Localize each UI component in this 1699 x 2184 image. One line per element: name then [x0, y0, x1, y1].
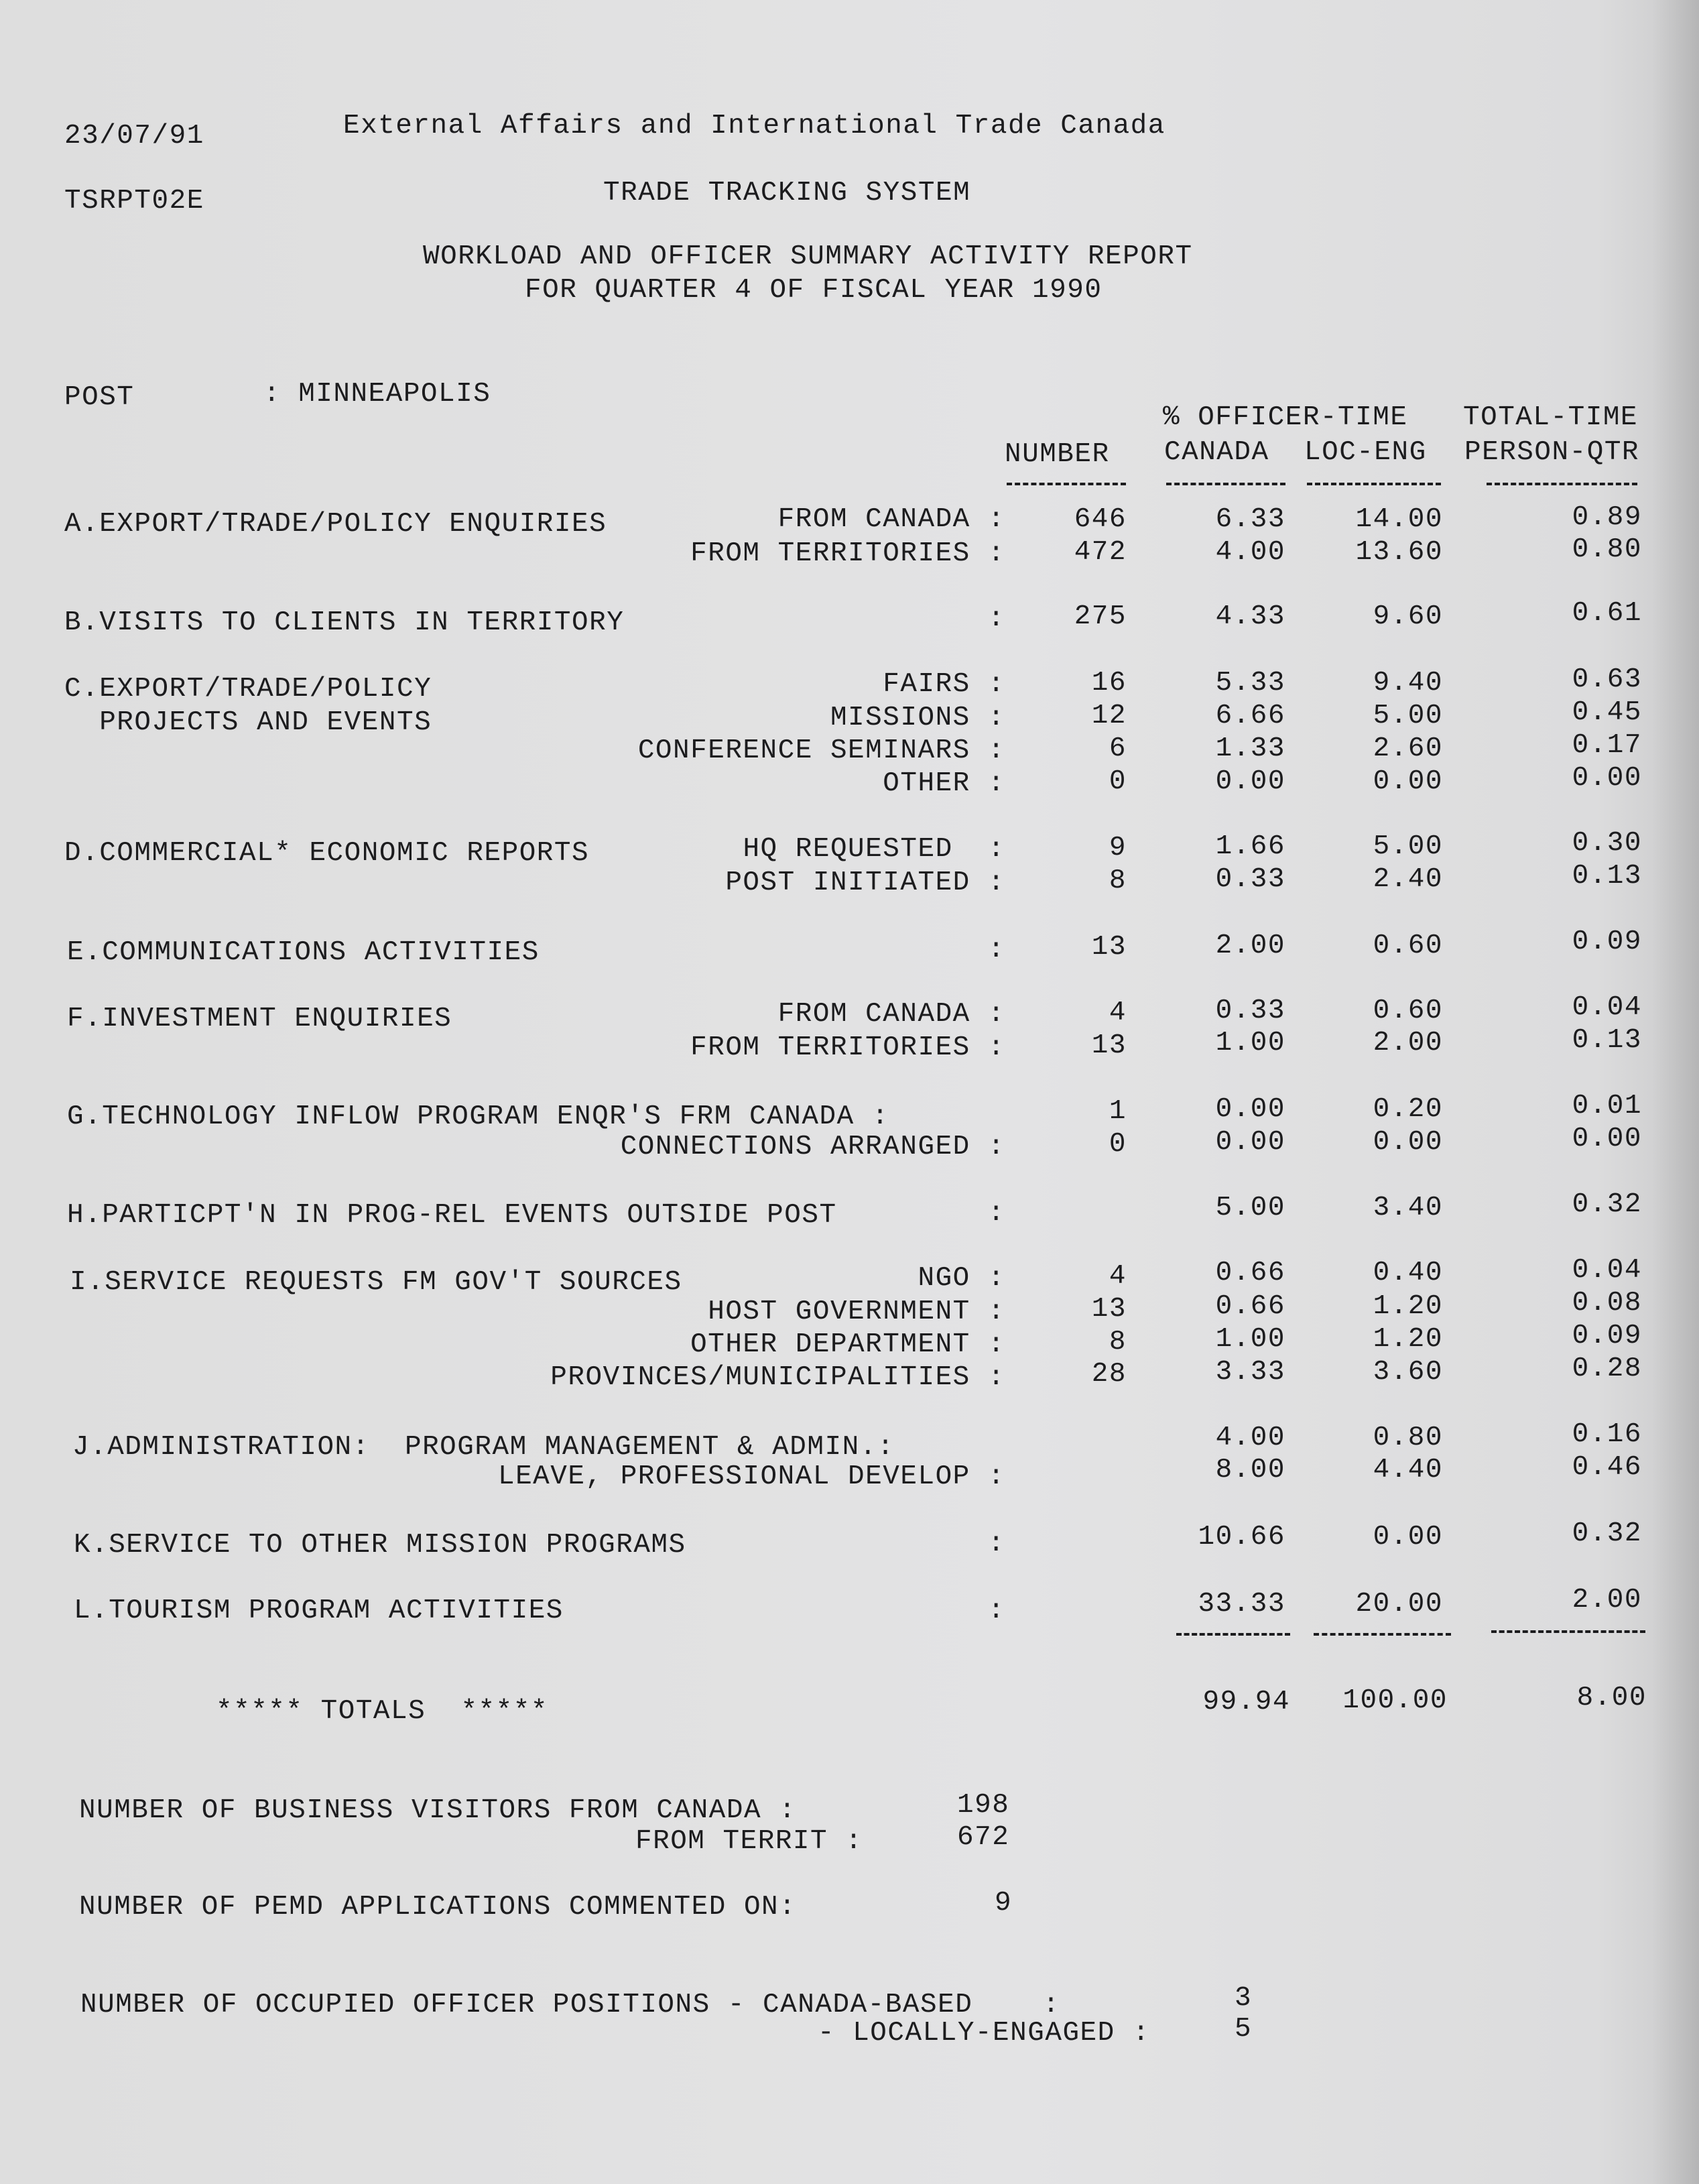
category-label: A.EXPORT/TRADE/POLICY ENQUIRIES — [64, 509, 607, 540]
loc-eng-cell: 0.20 — [1373, 1094, 1443, 1125]
header-underline — [1307, 483, 1441, 485]
subcategory-label: OTHER : — [883, 768, 1005, 799]
person-qtr-cell: 0.80 — [1572, 534, 1642, 565]
column-header-loc-eng: LOC-ENG — [1304, 437, 1427, 468]
canada-cell: 1.33 — [1215, 733, 1285, 764]
loc-eng-cell: 5.00 — [1373, 701, 1443, 731]
business-visitors-canada-value: 198 — [957, 1790, 1010, 1821]
loc-eng-cell: 3.60 — [1373, 1357, 1443, 1388]
person-qtr-cell: 0.46 — [1572, 1452, 1642, 1483]
category-label: B.VISITS TO CLIENTS IN TERRITORY — [64, 607, 625, 638]
subcategory-label: FROM TERRITORIES : — [690, 538, 1005, 569]
header-underline — [1166, 483, 1285, 485]
column-header-person-qtr: PERSON-QTR — [1464, 437, 1640, 468]
category-label: K.SERVICE TO OTHER MISSION PROGRAMS — [74, 1530, 686, 1561]
person-qtr-cell: 0.00 — [1572, 763, 1642, 794]
person-qtr-cell: 0.00 — [1572, 1124, 1642, 1154]
number-cell: 0 — [1109, 766, 1127, 797]
totals-canada: 99.94 — [1202, 1687, 1290, 1717]
subcategory-label: PROVINCES/MUNICIPALITIES : — [550, 1362, 1005, 1393]
post-value: : MINNEAPOLIS — [263, 379, 491, 410]
person-qtr-cell: 0.16 — [1572, 1419, 1642, 1450]
person-qtr-cell: 0.04 — [1572, 992, 1642, 1023]
paper-edge-shadow — [1652, 0, 1699, 2184]
loc-eng-cell: 14.00 — [1355, 504, 1443, 535]
subcategory-label: : — [987, 1595, 1005, 1626]
category-label: L.TOURISM PROGRAM ACTIVITIES — [74, 1595, 564, 1626]
subcategory-label: : — [987, 1198, 1005, 1229]
subcategory-label: OTHER DEPARTMENT : — [690, 1329, 1005, 1360]
loc-eng-cell: 0.60 — [1373, 995, 1443, 1026]
number-cell: 8 — [1109, 1327, 1127, 1357]
header-underline — [1487, 483, 1637, 485]
loc-eng-cell: 9.60 — [1373, 601, 1443, 632]
category-label: G.TECHNOLOGY INFLOW PROGRAM ENQR'S FRM CANADA : — [67, 1101, 889, 1132]
number-cell: 1 — [1109, 1096, 1127, 1127]
canada-cell: 33.33 — [1198, 1589, 1285, 1620]
loc-eng-cell: 0.40 — [1373, 1258, 1443, 1288]
canada-cell: 4.33 — [1215, 601, 1285, 632]
person-qtr-cell: 0.61 — [1572, 598, 1642, 629]
person-qtr-cell: 0.09 — [1572, 1321, 1642, 1351]
person-qtr-cell: 0.28 — [1572, 1353, 1642, 1384]
person-qtr-cell: 0.89 — [1572, 502, 1642, 533]
number-cell: 8 — [1109, 865, 1127, 896]
person-qtr-cell: 0.32 — [1572, 1518, 1642, 1549]
business-visitors-label: NUMBER OF BUSINESS VISITORS FROM CANADA : — [79, 1795, 797, 1826]
canada-cell: 0.00 — [1215, 1094, 1285, 1125]
business-visitors-territ-value: 672 — [957, 1822, 1010, 1853]
number-cell: 13 — [1091, 1030, 1127, 1061]
category-label: H.PARTICPT'N IN PROG-REL EVENTS OUTSIDE POST — [67, 1200, 837, 1231]
number-cell: 472 — [1074, 537, 1127, 568]
column-header-total-time: TOTAL-TIME — [1463, 402, 1639, 433]
canada-cell: 2.00 — [1215, 930, 1285, 961]
loc-eng-cell: 2.60 — [1373, 733, 1443, 764]
subcategory-label: POST INITIATED : — [725, 867, 1005, 898]
category-label: C.EXPORT/TRADE/POLICY — [64, 674, 432, 705]
loc-eng-cell: 0.00 — [1373, 1522, 1443, 1553]
subcategory-label: FROM TERRITORIES : — [690, 1032, 1005, 1063]
number-cell: 13 — [1091, 932, 1127, 963]
canada-cell: 10.66 — [1198, 1522, 1285, 1553]
category-label: PROJECTS AND EVENTS — [64, 707, 432, 738]
post-label: POST — [64, 382, 135, 413]
loc-eng-cell: 5.00 — [1373, 831, 1443, 862]
subcategory-label: HOST GOVERNMENT : — [708, 1296, 1005, 1327]
subcategory-label: FAIRS : — [883, 669, 1005, 700]
number-cell: 4 — [1109, 997, 1127, 1028]
category-label: J.ADMINISTRATION: PROGRAM MANAGEMENT & ADMIN.: — [72, 1432, 895, 1463]
number-cell: 13 — [1091, 1294, 1127, 1325]
subcategory-label: HQ REQUESTED : — [743, 834, 1005, 865]
subcategory-label: FROM CANADA : — [777, 999, 1005, 1030]
report-code: TSRPT02E — [64, 186, 204, 217]
category-label: D.COMMERCIAL* ECONOMIC REPORTS — [64, 838, 590, 869]
number-cell: 275 — [1074, 601, 1127, 632]
number-cell: 28 — [1091, 1359, 1127, 1390]
loc-eng-cell: 4.40 — [1373, 1455, 1443, 1485]
person-qtr-cell: 0.13 — [1572, 861, 1642, 892]
totals-loc-eng: 100.00 — [1342, 1685, 1448, 1716]
canada-cell: 1.00 — [1215, 1324, 1285, 1355]
subcategory-label: FROM CANADA : — [777, 504, 1005, 535]
report-title: WORKLOAD AND OFFICER SUMMARY ACTIVITY REPORT — [423, 241, 1193, 272]
totals-underline — [1314, 1633, 1451, 1636]
totals-underline — [1176, 1633, 1290, 1636]
subcategory-label: CONFERENCE SEMINARS : — [637, 735, 1005, 766]
canada-cell: 6.33 — [1215, 504, 1285, 535]
canada-cell: 0.00 — [1215, 1127, 1285, 1158]
loc-eng-cell: 0.00 — [1373, 1127, 1443, 1158]
loc-eng-cell: 0.80 — [1373, 1422, 1443, 1453]
report-subtitle: FOR QUARTER 4 OF FISCAL YEAR 1990 — [525, 275, 1103, 306]
system-name: TRADE TRACKING SYSTEM — [603, 178, 971, 208]
canada-cell: 0.66 — [1215, 1291, 1285, 1322]
report-date: 23/07/91 — [64, 121, 204, 151]
person-qtr-cell: 0.09 — [1572, 926, 1642, 957]
officer-positions-local-value: 5 — [1235, 2014, 1253, 2045]
number-cell: 9 — [1109, 833, 1127, 863]
canada-cell: 8.00 — [1215, 1455, 1285, 1485]
loc-eng-cell: 0.60 — [1373, 930, 1443, 961]
number-cell: 646 — [1074, 504, 1127, 535]
canada-cell: 5.33 — [1215, 668, 1285, 699]
canada-cell: 5.00 — [1215, 1193, 1285, 1223]
category-label: I.SERVICE REQUESTS FM GOV'T SOURCES — [70, 1267, 682, 1298]
person-qtr-cell: 0.63 — [1572, 664, 1642, 695]
canada-cell: 6.66 — [1215, 701, 1285, 731]
person-qtr-cell: 0.30 — [1572, 828, 1642, 859]
number-cell: 12 — [1091, 701, 1127, 731]
canada-cell: 0.66 — [1215, 1258, 1285, 1288]
canada-cell: 4.00 — [1215, 1422, 1285, 1453]
canada-cell: 0.00 — [1215, 766, 1285, 797]
subcategory-label: : — [987, 603, 1005, 634]
pemd-value: 9 — [995, 1888, 1013, 1919]
subcategory-label: : — [987, 934, 1005, 965]
subcategory-label: MISSIONS : — [830, 703, 1005, 733]
person-qtr-cell: 0.32 — [1572, 1189, 1642, 1220]
subcategory-label: CONNECTIONS ARRANGED : — [620, 1132, 1005, 1162]
organization-name: External Affairs and International Trade Canada — [343, 111, 1166, 141]
person-qtr-cell: 0.01 — [1572, 1091, 1642, 1121]
loc-eng-cell: 9.40 — [1373, 668, 1443, 699]
subcategory-label: LEAVE, PROFESSIONAL DEVELOP : — [497, 1461, 1005, 1492]
number-cell: 6 — [1109, 733, 1127, 764]
number-cell: 0 — [1109, 1129, 1127, 1160]
totals-person-qtr: 8.00 — [1576, 1683, 1647, 1713]
column-header-number: NUMBER — [1005, 439, 1110, 470]
person-qtr-cell: 0.45 — [1572, 697, 1642, 728]
person-qtr-cell: 0.13 — [1572, 1025, 1642, 1056]
person-qtr-cell: 2.00 — [1572, 1585, 1642, 1616]
column-header-canada: CANADA — [1164, 437, 1269, 468]
person-qtr-cell: 0.08 — [1572, 1288, 1642, 1319]
loc-eng-cell: 2.40 — [1373, 864, 1443, 895]
officer-positions-label: NUMBER OF OCCUPIED OFFICER POSITIONS - CANADA-BASED : — [80, 1990, 1060, 2020]
pemd-label: NUMBER OF PEMD APPLICATIONS COMMENTED ON: — [79, 1892, 797, 1923]
person-qtr-cell: 0.04 — [1572, 1255, 1642, 1286]
number-cell: 4 — [1109, 1261, 1127, 1292]
business-visitors-territ-label: FROM TERRIT : — [635, 1826, 863, 1857]
loc-eng-cell: 1.20 — [1373, 1324, 1443, 1355]
totals-label: ***** TOTALS ***** — [216, 1696, 548, 1727]
loc-eng-cell: 20.00 — [1355, 1589, 1443, 1620]
canada-cell: 3.33 — [1215, 1357, 1285, 1388]
column-header-officer-time: % OFFICER-TIME — [1163, 402, 1408, 433]
loc-eng-cell: 0.00 — [1373, 766, 1443, 797]
canada-cell: 1.66 — [1215, 831, 1285, 862]
officer-positions-canada-value: 3 — [1235, 1983, 1253, 2014]
canada-cell: 1.00 — [1215, 1028, 1285, 1058]
canada-cell: 4.00 — [1215, 537, 1285, 568]
person-qtr-cell: 0.17 — [1572, 730, 1642, 761]
canada-cell: 0.33 — [1215, 864, 1285, 895]
loc-eng-cell: 3.40 — [1373, 1193, 1443, 1223]
totals-underline — [1491, 1630, 1645, 1633]
loc-eng-cell: 13.60 — [1355, 537, 1443, 568]
officer-positions-local-label: - LOCALLY-ENGAGED : — [818, 2018, 1150, 2049]
subcategory-label: NGO : — [918, 1263, 1005, 1294]
canada-cell: 0.33 — [1215, 995, 1285, 1026]
loc-eng-cell: 1.20 — [1373, 1291, 1443, 1322]
category-label: F.INVESTMENT ENQUIRIES — [67, 1004, 452, 1034]
subcategory-label: : — [987, 1528, 1005, 1559]
loc-eng-cell: 2.00 — [1373, 1028, 1443, 1058]
header-underline — [1007, 483, 1126, 485]
number-cell: 16 — [1091, 668, 1127, 699]
category-label: E.COMMUNICATIONS ACTIVITIES — [67, 937, 540, 968]
